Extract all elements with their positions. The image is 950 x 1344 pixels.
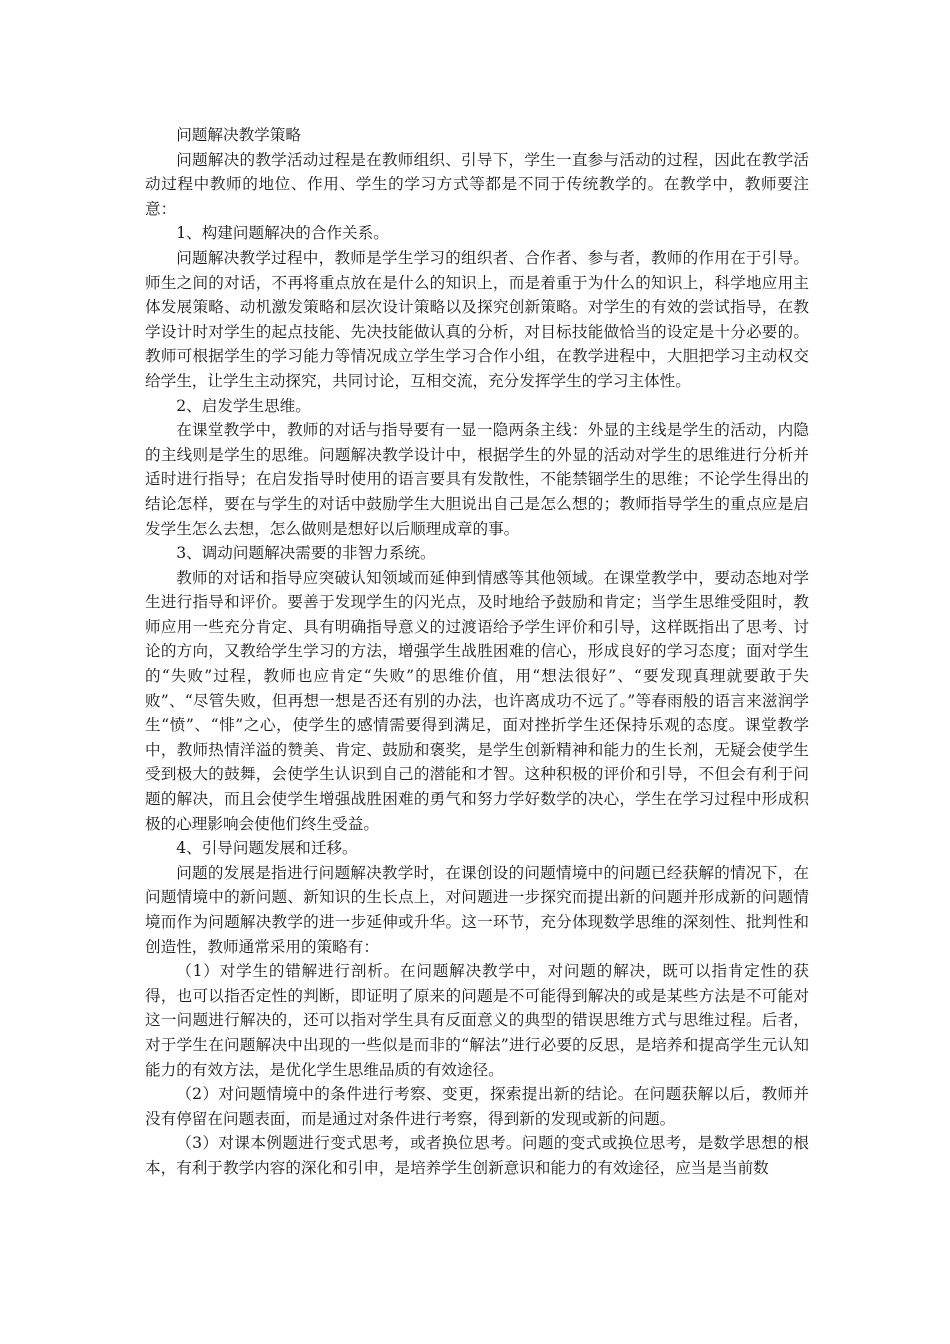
section-heading-4: 4、引导问题发展和迁移。 [176, 839, 358, 858]
section-heading-3: 3、调动问题解决需要的非智力系统。 [176, 544, 436, 563]
document-title: 问题解决教学策略 [176, 126, 301, 144]
paragraph-intro: 问题解决的教学活动过程是在教师组织、引导下，学生一直参与活动的过程，因此在教学活动过程中教师的地位、作用、学生的学习方式等都是不同于传统教学的。在教学中，教师要注意： [145, 150, 809, 218]
document-body [145, 123, 809, 1181]
paragraph-3: 教师的对话和指导应突破认知领域而延伸到情感等其他领域。在课堂教学中，要动态地对学生进行指导和评价。要善于发现学生的闪光点，及时地给予鼓励和肯定；当学生思维受阻时，教师应用一些充分肯定、具有明确指导意义的过渡语给予学生评价和引导，这样既指出了思考、讨论的方向，又教给学生学习的方法，增强学生战胜困难的信心，形成良好的学习态度；面对学生的“失败”过程，教师也应肯定“失败”的思维价值，用“想法很好”、“要发现真理就要敢于失败”、“尽管失败，但再想一想是否还有别的办法，也许离成功不远了。”等春雨般的语言来滋润学生“愤”、“悱”之心，使学生的感情需要得到满足，面对挫折学生还保持乐观的态度。课堂教学中，教师热情洋溢的赞美、肯定、鼓励和褒奖，是学生创新精神和能力的生长剂，无疑会使学生受到极大的鼓舞，会使学生认识到自己的潜能和才智。这种积极的评价和引导，不但会有利于问题的解决，而且会使学生增强战胜困难的勇气和努力学好数学的决心，学生在学习过程中形成积极的心理影响会使他们终生受益。 [145, 568, 809, 833]
section-heading-2: 2、启发学生思维。 [176, 396, 311, 415]
paragraph-2: 在课堂教学中，教师的对话与指导要有一显一隐两条主线：外显的主线是学生的活动，内隐的主线则是学生的思维。问题解决教学设计中，根据学生的外显的活动对学生的思维进行分析并适时进行指导；在启发指导时使用的语言要具有发散性，不能禁锢学生的思维；不论学生得出的结论怎样，要在与学生的对话中鼓励学生大胆说出自己是怎么想的；教师指导学生的重点应是启发学生怎么去想，怎么做则是想好以后顺理成章的事。 [145, 421, 809, 538]
list-item-strategy-1: （1）对学生的错解进行剖析。在问题解决教学中，对问题的解决，既可以指肯定性的获得，也可以指否定性的判断，即证明了原来的问题是不可能得到解决的或是某些方法是不可能对这一问题进行解决的，还可以指对学生具有反面意义的典型的错误思维方式与思维过程。后者，对于学生在问题解决中出现的一些似是而非的“解法”进行必要的反思，是培养和提高学生元认知能力的有效方法，是优化学生思维品质的有效途径。 [145, 962, 809, 1079]
paragraph-1: 问题解决教学过程中，教师是学生学习的组织者、合作者、参与者，教师的作用在于引导。师生之间的对话，不再将重点放在是什么的知识上，而是着重于为什么的知识上，科学地应用主体发展策略、动机激发策略和层次设计策略以及探究创新策略。对学生的有效的尝试指导，在教学设计时对学生的起点技能、先决技能做认真的分析，对目标技能做恰当的设定是十分必要的。教师可根据学生的学习能力等情况成立学生学习合作小组，在教学进程中，大胆把学习主动权交给学生，让学生主动探究，共同讨论，互相交流，充分发挥学生的学习主体性。 [145, 248, 809, 390]
list-item-strategy-2: （2）对问题情境中的条件进行考察、变更，探索提出新的结论。在问题获解以后，教师并没有停留在问题表面，而是通过对条件进行考察，得到新的发现或新的问题。 [145, 1085, 809, 1128]
paragraph-4: 问题的发展是指进行问题解决教学时，在课创设的问题情境中的问题已经获解的情况下，在问题情境中的新问题、新知识的生长点上，对问题进一步探究而提出新的问题并形成新的问题情境而作为问题解决教学的进一步延伸或升华。这一环节，充分体现数学思维的深刻性、批判性和创造性，教师通常采用的策略有： [145, 863, 809, 956]
section-heading-1: 1、构建问题解决的合作关系。 [176, 224, 389, 243]
list-item-strategy-3: （3）对课本例题进行变式思考，或者换位思考。问题的变式或换位思考，是数学思想的根本，有利于教学内容的深化和引申，是培养学生创新意识和能力的有效途径，应当是当前数 [145, 1134, 809, 1177]
